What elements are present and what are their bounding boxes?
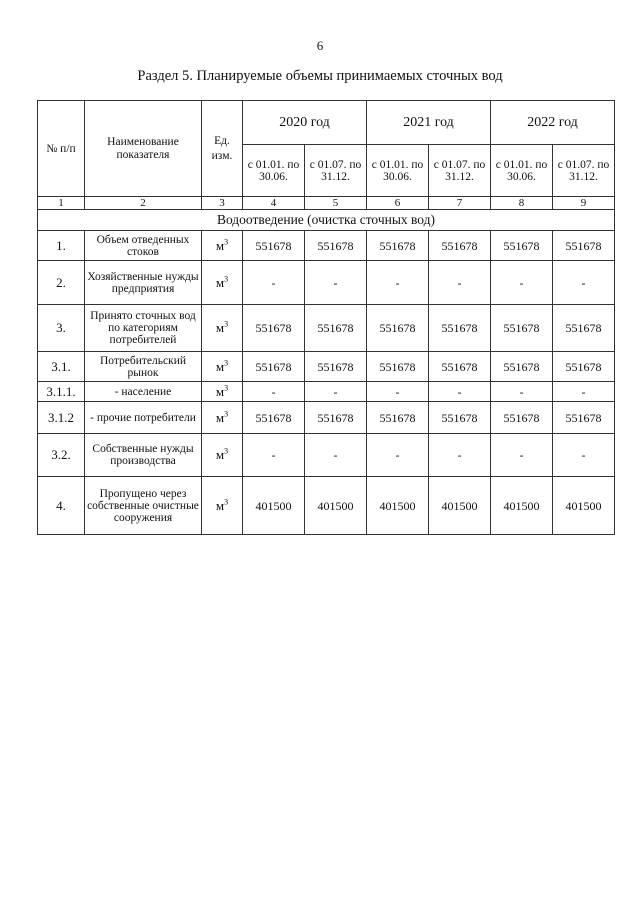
row-value: 551678: [243, 305, 305, 352]
column-number: 8: [491, 197, 553, 210]
row-unit-exponent: 3: [224, 446, 229, 456]
header-period: с 01.07. по 31.12.: [429, 145, 491, 197]
section-title: Раздел 5. Планируемые объемы принимаемых сточных вод: [137, 68, 503, 84]
row-unit-exponent: 3: [224, 319, 229, 329]
row-value: 551678: [367, 305, 429, 352]
row-value: 551678: [243, 352, 305, 382]
row-value: -: [491, 261, 553, 305]
row-value: -: [367, 261, 429, 305]
row-value: -: [491, 382, 553, 402]
header-year: 2020 год: [243, 101, 367, 145]
row-value: -: [553, 434, 615, 477]
row-value: -: [243, 434, 305, 477]
row-value: 551678: [243, 231, 305, 261]
row-value: 551678: [429, 402, 491, 434]
header-name: Наименование показателя: [85, 101, 202, 197]
row-name: Объем отведенных стоков: [85, 231, 202, 261]
row-value: 551678: [553, 231, 615, 261]
row-value: -: [553, 261, 615, 305]
row-number: 3.: [38, 305, 85, 352]
column-number: 5: [305, 197, 367, 210]
row-value: 551678: [367, 402, 429, 434]
row-value: 551678: [243, 402, 305, 434]
row-value: 401500: [305, 477, 367, 535]
table-row: [38, 382, 615, 402]
row-value: 551678: [305, 305, 367, 352]
header-period: с 01.07. по 31.12.: [305, 145, 367, 197]
row-value: 551678: [367, 231, 429, 261]
row-value: 551678: [305, 231, 367, 261]
row-unit-base: м: [215, 409, 225, 425]
table-body: [38, 231, 615, 535]
header-period: с 01.07. по 31.12.: [553, 145, 615, 197]
column-number-row: [38, 197, 615, 210]
row-unit: [202, 231, 243, 261]
row-name: Собственные нужды производства: [85, 434, 202, 477]
row-value: -: [305, 434, 367, 477]
row-name: Принято сточных вод по категориям потребителей: [85, 305, 202, 352]
row-value: -: [429, 261, 491, 305]
header-year: 2021 год: [367, 101, 491, 145]
row-value: 401500: [553, 477, 615, 535]
table-row: [38, 402, 615, 434]
row-value: -: [367, 382, 429, 402]
row-unit: [202, 352, 243, 382]
row-name: - население: [85, 382, 202, 402]
row-unit: [202, 382, 243, 402]
row-unit: [202, 402, 243, 434]
row-value: 551678: [305, 352, 367, 382]
row-unit-base: м: [215, 320, 225, 335]
row-value: 551678: [305, 402, 367, 434]
row-name: - прочие потребители: [85, 402, 202, 434]
row-value: -: [305, 382, 367, 402]
row-value: 551678: [429, 352, 491, 382]
row-number: 3.1.1.: [38, 382, 85, 402]
row-value: 551678: [491, 231, 553, 261]
table-row: [38, 477, 615, 535]
header-year: 2022 год: [491, 101, 615, 145]
row-unit-exponent: 3: [224, 237, 229, 247]
table-row: [38, 305, 615, 352]
column-number: 6: [367, 197, 429, 210]
row-number: 3.2.: [38, 434, 85, 477]
row-value: 401500: [491, 477, 553, 535]
row-value: 551678: [491, 402, 553, 434]
group-row: [38, 210, 615, 231]
row-value: 401500: [367, 477, 429, 535]
table-row: [38, 352, 615, 382]
row-value: -: [243, 261, 305, 305]
row-number: 1.: [38, 231, 85, 261]
row-value: -: [367, 434, 429, 477]
row-unit-base: м: [215, 274, 225, 290]
row-unit-base: м: [215, 237, 225, 253]
header-period: с 01.01. по 30.06.: [491, 145, 553, 197]
row-number: 2.: [38, 261, 85, 305]
column-number: 2: [85, 197, 202, 210]
row-value: 401500: [243, 477, 305, 535]
row-unit-base: м: [215, 497, 225, 513]
row-unit-exponent: 3: [224, 383, 229, 393]
row-unit: [202, 261, 243, 305]
row-unit-base: м: [215, 358, 225, 374]
row-value: -: [553, 382, 615, 402]
row-value: 551678: [491, 352, 553, 382]
row-value: 551678: [429, 305, 491, 352]
column-number: 4: [243, 197, 305, 210]
row-value: -: [491, 434, 553, 477]
row-value: 551678: [553, 305, 615, 352]
row-value: -: [429, 434, 491, 477]
row-unit-exponent: 3: [224, 409, 229, 419]
row-value: 551678: [429, 231, 491, 261]
row-value: 551678: [553, 402, 615, 434]
row-unit-exponent: 3: [224, 274, 229, 284]
row-number: 3.1.: [38, 352, 85, 382]
row-name: Потребительский рынок: [85, 352, 202, 382]
row-name: Хозяйственные нужды предприятия: [85, 261, 202, 305]
row-unit: [202, 305, 243, 352]
row-value: -: [305, 261, 367, 305]
page-number: 6: [316, 38, 324, 53]
header-num: № п/п: [38, 101, 85, 197]
column-number: 7: [429, 197, 491, 210]
header-period: с 01.01. по 30.06.: [243, 145, 305, 197]
table-row: [38, 434, 615, 477]
header-period: с 01.01. по 30.06.: [367, 145, 429, 197]
row-unit-exponent: 3: [224, 497, 229, 507]
volumes-table: [37, 100, 615, 535]
row-unit-base: м: [215, 447, 225, 462]
table-row: [38, 231, 615, 261]
header-year-row: [38, 101, 615, 145]
row-unit-exponent: 3: [224, 358, 229, 368]
row-value: 401500: [429, 477, 491, 535]
column-number: 1: [38, 197, 85, 210]
row-name: Пропущено через собственные очистные сооружения: [85, 477, 202, 535]
row-unit: [202, 477, 243, 535]
column-number: 9: [553, 197, 615, 210]
row-number: 4.: [38, 477, 85, 535]
row-unit-base: м: [215, 383, 225, 399]
row-value: -: [243, 382, 305, 402]
row-value: 551678: [553, 352, 615, 382]
row-value: -: [429, 382, 491, 402]
header-unit: Ед. изм.: [202, 101, 243, 197]
row-number: 3.1.2: [38, 402, 85, 434]
column-number: 3: [202, 197, 243, 210]
row-value: 551678: [367, 352, 429, 382]
table-row: [38, 261, 615, 305]
row-value: 551678: [491, 305, 553, 352]
row-unit: [202, 434, 243, 477]
group-title: Водоотведение (очистка сточных вод): [38, 210, 615, 231]
